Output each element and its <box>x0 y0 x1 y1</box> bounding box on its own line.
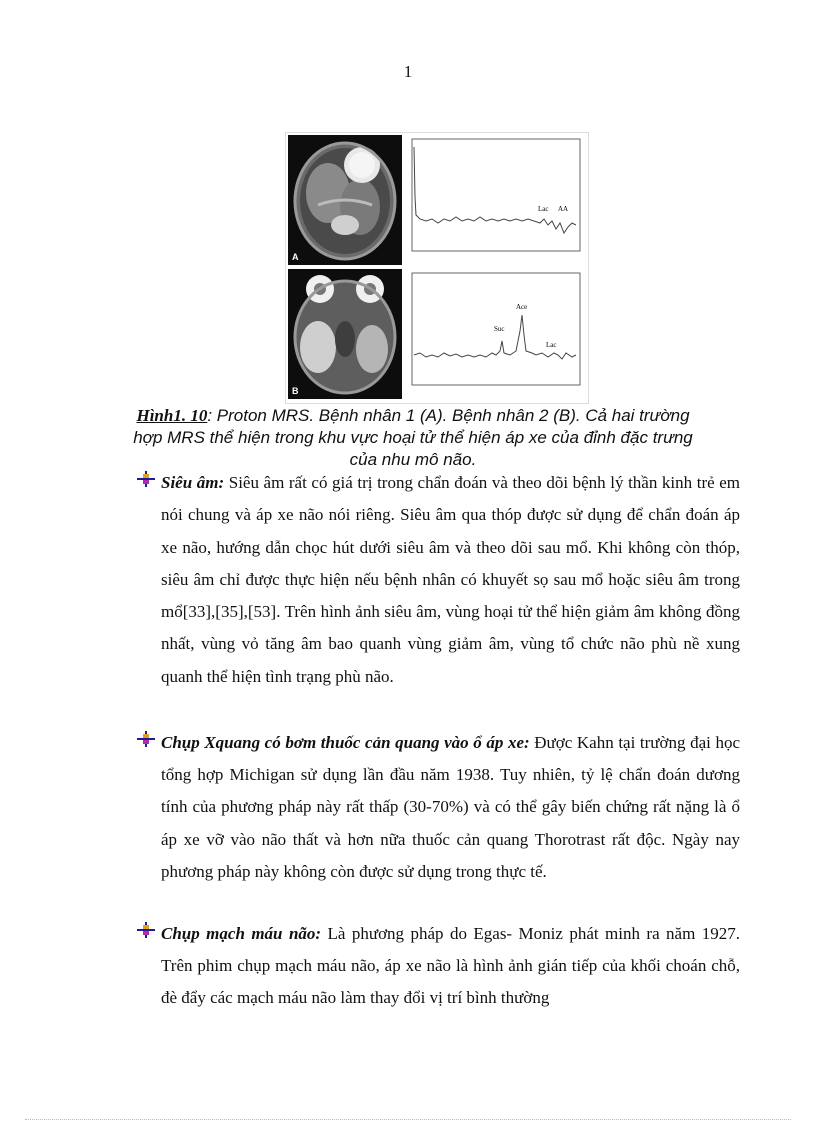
peak-label-ace: Ace <box>516 303 528 311</box>
spectrum-b <box>406 271 584 399</box>
spectrum-a <box>406 137 584 265</box>
figure-mrs <box>285 132 589 404</box>
caption-text: : Proton MRS. Bệnh nhân 1 (A). Bệnh nhân 2 (B). Cả hai trường hợp MRS thể hiện trong khu vực hoại tử thể hiện áp xe của đỉnh đặc trưng của nhu mô não. <box>133 406 693 469</box>
peak-label-suc: Suc <box>494 325 505 333</box>
section-text: Là phương pháp do Egas- Moniz phát minh ra năm 1927. Trên phim chụp mạch máu não, áp xe não là hình ảnh gián tiếp của khối choán chỗ, đè đẩy các mạch máu não làm thay đổi vị trí bình thường <box>161 924 740 1008</box>
caption-label: Hình1. 10 <box>136 406 208 425</box>
bullet-icon <box>137 922 155 938</box>
peak-label-aa: AA <box>558 205 569 213</box>
figure-caption <box>130 405 696 471</box>
page-number: 1 <box>403 62 413 81</box>
section-xray-contrast <box>137 727 740 888</box>
section-ultrasound <box>137 467 740 693</box>
bullet-icon <box>137 731 155 747</box>
section-term: Chụp mạch máu não: <box>161 924 322 943</box>
section-text: Được Kahn tại trường đại học tổng hợp Michigan sử dụng lần đầu năm 1938. Tuy nhiên, tỷ lệ chẩn đoán dương tính của phương pháp này rất thấp (30-70%) và có thể gây biến chứng rất nặng là ổ áp xe vỡ vào não thất và hơn nữa thuốc cản quang Thorotrast rất độc. Ngày nay phương pháp này không còn được sử dụng trong thực tế. <box>161 733 740 881</box>
section-text: Siêu âm rất có giá trị trong chẩn đoán và theo dõi bệnh lý thần kinh trẻ em nói chung và áp xe não nói riêng. Siêu âm qua thóp được sử dụng để chẩn đoán áp xe não, hướng dẫn chọc hút dưới siêu âm và theo dõi sau mổ. Khi không còn thóp, siêu âm chỉ được thực hiện nếu bệnh nhân có khuyết sọ sau mổ hoặc siêu âm trong mổ[33],[35],[53]. Trên hình ảnh siêu âm, vùng hoại tử thể hiện giảm âm không đồng nhất, vùng vỏ tăng âm bao quanh vùng giảm âm, vùng tổ chức não phù nề xung quanh thể hiện tình trạng phù não. <box>161 473 741 686</box>
peak-label-lac-b: Lac <box>546 341 557 349</box>
section-angiography <box>137 918 740 1015</box>
bullet-icon <box>137 471 155 487</box>
panel-a-letter: A <box>292 252 299 262</box>
mri-image-b <box>288 269 402 399</box>
mri-image-a <box>288 135 402 265</box>
section-term: Chụp Xquang có bơm thuốc cản quang vào ổ áp xe: <box>161 733 530 752</box>
section-term: Siêu âm: <box>161 473 225 492</box>
peak-label-lac-a: Lac <box>538 205 549 213</box>
panel-b-letter: B <box>292 386 299 396</box>
footer-divider <box>25 1119 791 1120</box>
